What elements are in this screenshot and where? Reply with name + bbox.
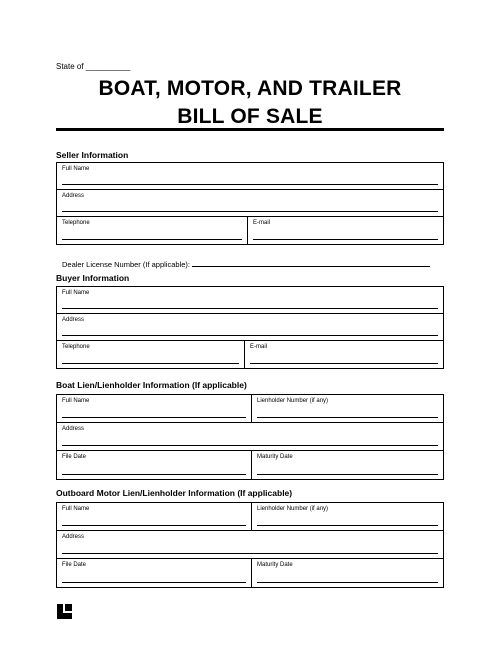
motor-lien-full-name-line <box>62 525 246 526</box>
buyer-heading: Buyer Information <box>56 273 130 283</box>
buyer-address-label: Address <box>62 317 85 323</box>
boat-lien-address-label: Address <box>62 426 85 432</box>
dealer-license-input[interactable] <box>192 259 430 267</box>
motor-lien-box <box>56 502 444 588</box>
motor-lien-address-line <box>62 553 438 554</box>
seller-address-line <box>62 211 438 212</box>
seller-telephone-line <box>62 239 242 240</box>
seller-box <box>56 162 444 245</box>
motor-lien-file-date-field[interactable] <box>57 559 251 587</box>
dealer-license-label: Dealer License Number (If applicable): <box>62 260 190 269</box>
motor-lienholder-number-line <box>257 525 438 526</box>
boat-lien-heading: Boat Lien/Lienholder Information (If applicable) <box>56 380 247 390</box>
seller-contact-row <box>57 217 443 244</box>
buyer-email-field[interactable] <box>244 341 443 368</box>
seller-address-label: Address <box>62 193 85 199</box>
seller-full-name-line <box>62 184 438 185</box>
buyer-email-line <box>250 363 438 364</box>
seller-full-name-field[interactable] <box>57 163 443 189</box>
seller-full-name-label: Full Name <box>62 166 90 172</box>
boat-lien-box <box>56 394 444 480</box>
seller-email-label: E-mail <box>253 220 271 226</box>
boat-lien-file-date-field[interactable] <box>57 451 251 479</box>
boat-lien-dates-row <box>57 451 443 479</box>
buyer-full-name-label: Full Name <box>62 290 90 296</box>
seller-address-row <box>57 190 443 217</box>
buyer-box <box>56 286 444 369</box>
boat-lien-address-field[interactable] <box>57 423 443 450</box>
motor-lien-full-name-label: Full Name <box>62 506 90 512</box>
state-of-line: State of __________ <box>56 62 131 71</box>
boat-lien-full-name-label: Full Name <box>62 398 90 404</box>
motor-lien-name-row <box>57 503 443 531</box>
motor-lien-address-label: Address <box>62 534 85 540</box>
seller-telephone-label: Telephone <box>62 220 90 226</box>
motor-lien-dates-row <box>57 559 443 587</box>
boat-lien-file-date-label: File Date <box>62 454 87 460</box>
buyer-address-field[interactable] <box>57 314 443 340</box>
boat-lien-full-name-line <box>62 417 246 418</box>
boat-lien-address-row <box>57 423 443 451</box>
boat-lien-full-name-field[interactable] <box>57 395 251 422</box>
motor-lien-maturity-date-field[interactable] <box>251 559 443 587</box>
motor-lien-heading: Outboard Motor Lien/Lienholder Information (If applicable) <box>56 488 293 498</box>
buyer-email-label: E-mail <box>250 344 268 350</box>
motor-lien-maturity-date-label: Maturity Date <box>257 562 293 568</box>
seller-email-line <box>253 239 438 240</box>
boat-lien-file-date-line <box>62 474 246 475</box>
buyer-contact-row <box>57 341 443 368</box>
boat-lien-maturity-date-line <box>257 474 438 475</box>
title-divider <box>56 128 444 131</box>
dealer-license-line <box>62 259 444 269</box>
boat-lienholder-number-label: Lienholder Number (if any) <box>257 398 329 404</box>
boat-lien-maturity-date-label: Maturity Date <box>257 454 293 460</box>
boat-lien-name-row <box>57 395 443 423</box>
seller-heading: Seller Information <box>56 150 129 160</box>
buyer-address-row <box>57 314 443 341</box>
seller-telephone-field[interactable] <box>57 217 247 244</box>
buyer-telephone-label: Telephone <box>62 344 90 350</box>
document-logo-icon <box>57 604 72 619</box>
buyer-telephone-field[interactable] <box>57 341 244 368</box>
boat-lienholder-number-field[interactable] <box>251 395 443 422</box>
boat-lien-address-line <box>62 445 438 446</box>
buyer-full-name-line <box>62 308 438 309</box>
buyer-telephone-line <box>62 363 239 364</box>
motor-lien-address-row <box>57 531 443 559</box>
buyer-address-line <box>62 335 438 336</box>
buyer-full-name-row <box>57 287 443 314</box>
boat-lienholder-number-line <box>257 417 438 418</box>
seller-email-field[interactable] <box>247 217 443 244</box>
motor-lien-file-date-line <box>62 582 246 583</box>
seller-full-name-row <box>57 163 443 190</box>
boat-lien-maturity-date-field[interactable] <box>251 451 443 479</box>
buyer-full-name-field[interactable] <box>57 287 443 313</box>
motor-lien-address-field[interactable] <box>57 531 443 558</box>
document-title-line-1: BOAT, MOTOR, AND TRAILER <box>98 77 402 100</box>
motor-lien-full-name-field[interactable] <box>57 503 251 530</box>
motor-lienholder-number-field[interactable] <box>251 503 443 530</box>
motor-lien-maturity-date-line <box>257 582 438 583</box>
document-title-line-2: BILL OF SALE <box>177 105 323 128</box>
seller-address-field[interactable] <box>57 190 443 216</box>
motor-lien-file-date-label: File Date <box>62 562 87 568</box>
motor-lienholder-number-label: Lienholder Number (if any) <box>257 506 329 512</box>
